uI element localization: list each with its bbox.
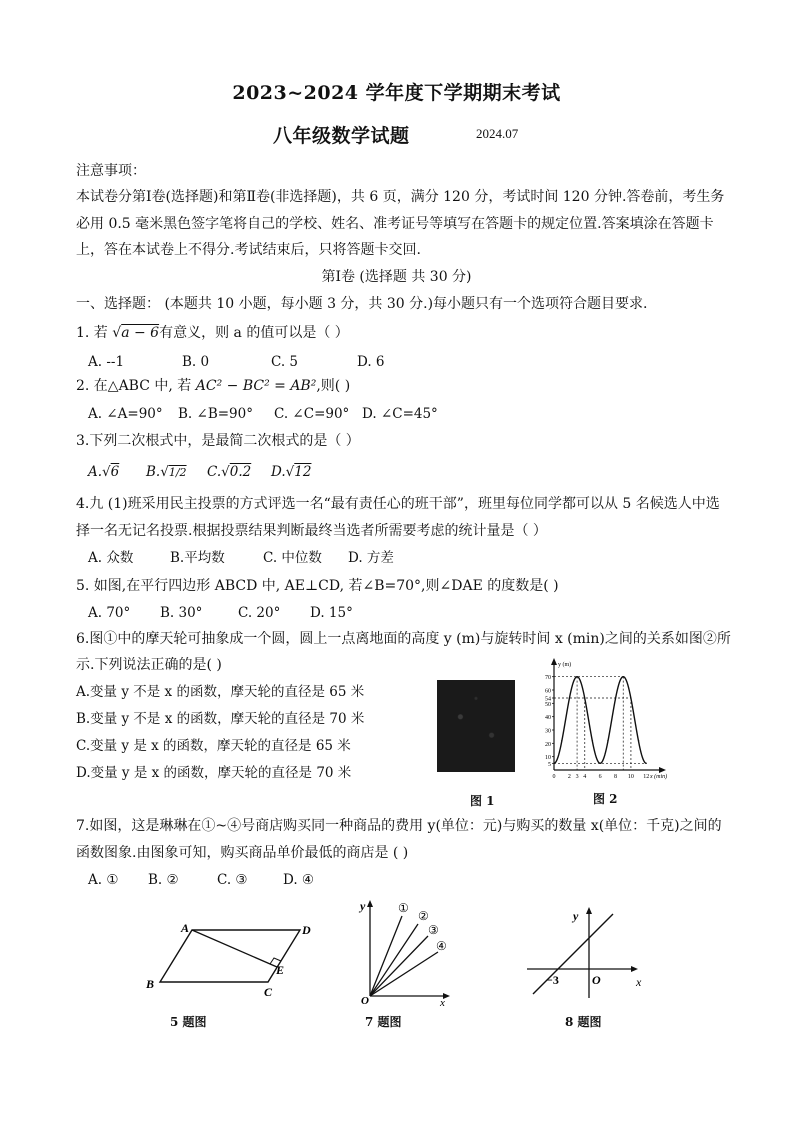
option-c: C. 5	[271, 354, 299, 370]
data-point	[615, 697, 616, 698]
radicand: 0.2	[229, 464, 252, 480]
option-a: A. 70°	[88, 605, 131, 621]
line-3-label: ③	[428, 923, 439, 937]
option-b: B. ∠B=90°	[178, 406, 253, 422]
line-2-label: ②	[418, 909, 429, 923]
option-b: B.变量 y 不是 x 的函数，摩天轮的直径是 70 米	[76, 711, 365, 727]
label-a: A	[181, 921, 190, 935]
question-2-post: ,则( )	[316, 378, 351, 394]
x-label: x	[440, 997, 445, 1008]
option-c: C. ③	[217, 872, 248, 888]
data-point	[561, 740, 562, 741]
option-a: A. --1	[88, 354, 125, 370]
option-a: A.√6	[88, 464, 120, 480]
option-a: A.变量 y 不是 x 的函数，摩天轮的直径是 65 米	[76, 684, 365, 700]
exam-title: 2023~2024 学年度下学期期末考试	[232, 82, 561, 104]
line-4	[370, 952, 438, 996]
data-point	[592, 740, 593, 741]
notice-heading: 注意事项：	[76, 163, 146, 179]
x-tick-label: 0	[552, 774, 556, 780]
question-2	[76, 377, 350, 395]
option-d: D.变量 y 是 x 的函数，摩天轮的直径是 70 米	[76, 765, 352, 781]
option-b: B. ②	[148, 872, 179, 888]
option-d: D. 方差	[348, 550, 394, 566]
question-2-pre: 2. 在△ABC 中, 若	[76, 378, 196, 394]
radicand: 6	[110, 464, 120, 480]
series-line	[554, 677, 646, 764]
question-1-pre: 1. 若	[76, 325, 113, 341]
y-tick-label: 60	[545, 688, 551, 695]
ferris-wheel-photo	[437, 680, 515, 772]
exam-date: 2024.07	[476, 126, 519, 141]
y-tick-label: 20	[545, 741, 551, 748]
label-d: D	[302, 923, 311, 937]
option-c: C.变量 y 是 x 的函数，摩天轮的直径是 65 米	[76, 738, 351, 754]
x-axis-label: x (min)	[650, 774, 668, 780]
option-c: C. ∠C=90°	[274, 406, 350, 422]
origin-label: O	[361, 995, 369, 1007]
line-3	[370, 936, 428, 996]
data-point	[600, 763, 601, 764]
q6-graph	[540, 652, 675, 782]
x-axis-arrow	[631, 966, 638, 972]
option-b: B.平均数	[170, 550, 225, 566]
formula: AC² − BC² = AB²	[195, 378, 317, 394]
x-tick-label: 4	[583, 774, 587, 780]
notice-line: 必用 0.5 毫米黑色签字笔将自己的学校、姓名、准考证号等填写在答题卡的规定位置.答案填涂在答题卡	[76, 216, 714, 232]
option-label: D.	[271, 464, 286, 480]
option-c: C. 20°	[238, 605, 281, 621]
question-1	[76, 324, 349, 342]
question-5: 5. 如图,在平行四边形 ABCD 中, AE⊥CD, 若∠B=70°,则∠DAE 的度数是( )	[76, 578, 559, 594]
origin-label: O	[592, 973, 601, 987]
data-point	[607, 740, 608, 741]
option-label: A.	[88, 464, 103, 480]
y-tick-label: 54	[545, 696, 551, 703]
y-axis-arrow	[367, 900, 373, 907]
x-tick-label: 10	[627, 774, 634, 780]
exam-subtitle: 八年级数学试题	[273, 125, 410, 147]
figure-8-caption: 8 题图	[565, 1015, 602, 1029]
data-point	[576, 676, 577, 677]
y-axis-arrow	[551, 658, 557, 665]
label-b: B	[146, 977, 155, 991]
option-label: C.	[207, 464, 222, 480]
y-axis-label: y (m)	[558, 662, 572, 668]
data-point	[569, 697, 570, 698]
question-4-line: 择一名无记名投票.根据投票结果判断最终当选者所需要考虑的统计量是（ ）	[76, 523, 547, 539]
x-tick-label: 3	[575, 774, 579, 780]
y-tick-label: 10	[545, 755, 551, 762]
option-c: C. 中位数	[263, 550, 322, 566]
notice-line: 本试卷分第Ⅰ卷(选择题)和第Ⅱ卷(非选择题)，共 6 页，满分 120 分，考试时间 120 分钟.答卷前，考生务	[76, 189, 725, 205]
data-point	[584, 697, 585, 698]
data-point	[630, 697, 631, 698]
line-1-label: ①	[398, 901, 409, 915]
figure-2-caption: 图 2	[593, 792, 618, 806]
option-label: B.	[146, 464, 161, 480]
option-d: D. 15°	[310, 605, 353, 621]
label-c: C	[264, 985, 273, 998]
option-b: B. 0	[182, 354, 210, 370]
option-c: C.√0.2	[207, 464, 252, 480]
function-line	[533, 914, 613, 994]
question-3: 3.下列二次根式中，是最简二次根式的是（ ）	[76, 433, 360, 449]
label-e: E	[276, 963, 285, 977]
x-tick-label: 8	[614, 774, 618, 780]
question-1-post: 有意义，则 a 的值可以是（ ）	[159, 325, 349, 341]
y-axis-arrow	[586, 907, 592, 914]
section-instruction: 一、选择题： (本题共 10 小题，每小题 3 分，共 30 分.)每小题只有一个选项符合题目要求.	[76, 296, 648, 312]
option-d: D. ④	[283, 872, 315, 888]
option-d: D. 6	[357, 354, 385, 370]
option-d: D. ∠C=45°	[362, 406, 438, 422]
option-a: A. ①	[88, 872, 119, 888]
data-point	[553, 763, 554, 764]
figure-5-caption: 5 题图	[170, 1015, 207, 1029]
sqrt-expression: √a − 6	[112, 325, 160, 341]
option-a: A. ∠A=90°	[88, 406, 163, 422]
option-b: B. 30°	[160, 605, 203, 621]
data-point	[638, 740, 639, 741]
y-tick-label: 40	[545, 715, 551, 722]
x-axis-arrow	[659, 767, 666, 773]
y-label: y	[573, 909, 579, 923]
y-label: y	[360, 899, 366, 913]
question-7-line: 函数图象.由图象可知，购买商品单价最低的商店是 ( )	[76, 845, 409, 861]
notice-line: 上，答在本试卷上不得分.考试结束后，只将答题卡交回.	[76, 242, 421, 258]
segment-ae	[192, 930, 277, 967]
question-6-line: 示.下列说法正确的是( )	[76, 657, 222, 673]
option-b: B.√1/2	[146, 464, 187, 480]
figure-8-graph	[523, 904, 653, 1004]
radicand: 12	[294, 464, 312, 480]
option-a: A. 众数	[88, 550, 134, 566]
radicand: 1/2	[168, 466, 187, 479]
y-tick-label: 5	[548, 761, 551, 768]
question-7-line: 7.如图，这是琳琳在①~④号商店购买同一种商品的费用 y(单位：元)与购买的数量 x(单位：千克)之间的	[76, 818, 722, 834]
question-6-line: 6.图①中的摩天轮可抽象成一个圆，圆上一点离地面的高度 y (m)与旋转时间 x (min)之间的关系如图②所	[76, 631, 731, 647]
question-4-line: 4.九 (1)班采用民主投票的方式评选一名“最有责任心的班干部”，班里每位同学都可以从 5 名候选人中选	[76, 496, 720, 512]
x-tick-label: 6	[598, 774, 602, 780]
figure-5-parallelogram	[140, 918, 320, 998]
option-d: D.√12	[271, 464, 312, 480]
radicand: a − 6	[121, 325, 160, 341]
figure-7-caption: 7 题图	[365, 1015, 402, 1029]
data-point	[646, 763, 647, 764]
figure-1-caption: 图 1	[470, 794, 495, 808]
x-label: x	[636, 975, 642, 989]
figure-7-graph	[358, 898, 453, 1008]
y-tick-label: 50	[545, 701, 551, 708]
data-point	[623, 676, 624, 677]
line-4-label: ④	[436, 939, 447, 953]
x-tick-label: 2	[567, 774, 571, 780]
x-tick-label: 12	[643, 774, 650, 780]
intercept-label: −3	[546, 973, 559, 987]
section-title: 第Ⅰ卷 (选择题 共 30 分)	[321, 269, 472, 285]
y-tick-label: 70	[545, 675, 551, 682]
y-tick-label: 30	[545, 728, 551, 735]
